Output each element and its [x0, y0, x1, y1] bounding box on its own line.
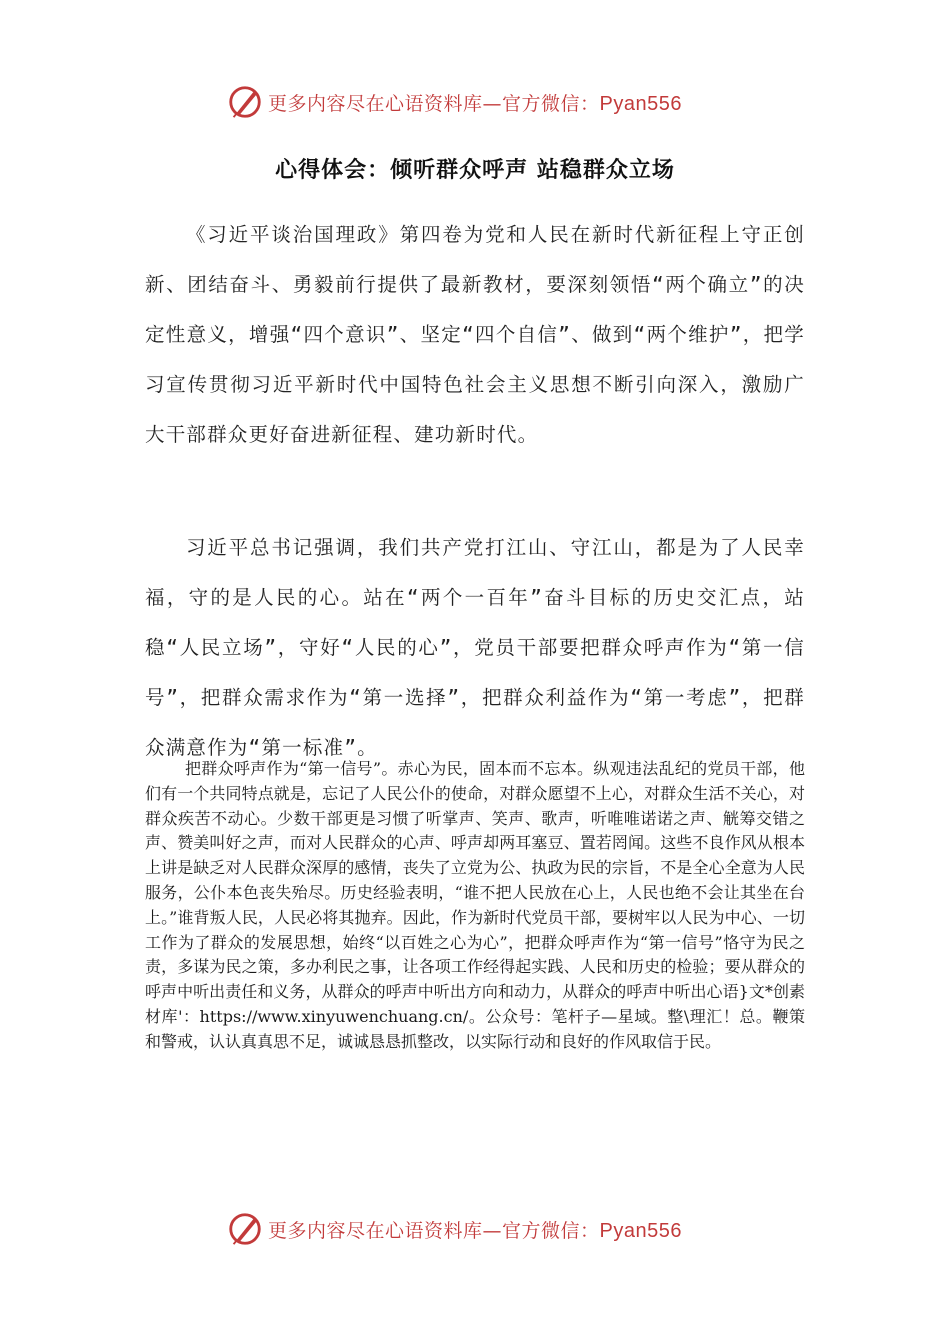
header-banner	[226, 82, 746, 122]
footer-banner	[226, 1209, 746, 1249]
wechat-id: Pyan556	[599, 92, 682, 115]
banner-text	[268, 1216, 682, 1243]
wechat-id: Pyan556	[599, 1219, 682, 1242]
quill-logo-icon	[226, 1210, 264, 1248]
banner-label: 更多内容尽在心语资料库—官方微信：	[268, 1219, 600, 1242]
document-title: 心得体会：倾听群众呼声 站稳群众立场	[275, 158, 675, 183]
paragraph-3: 把群众呼声作为“第一信号”。赤心为民，固本而不忘本。纵观违法乱纪的党员干部，他们有一个共同特点就是，忘记了人民公仆的使命，对群众愿望不上心，对群众生活不关心，对群众疾苦不动心。少数干部更是习惯了听掌声、笑声、歌声，听唯唯诺诺之声、觥筹交错之声、赞美叫好之声，而对人民群众的心声、呼声却两耳塞豆、置若罔闻。这些不良作风从根本上讲是缺乏对人民群众深厚的感情，丧失了立党为公、执政为民的宗旨，不是全心全意为人民服务，公仆本色丧失殆尽。历史经验表明，“谁不把人民放在心上，人民也绝不会让其坐在台上。”谁背叛人民，人民必将其抛弃。因此，作为新时代党员干部，要树牢以人民为中心、一切工作为了群众的发展思想，始终“以百姓之心为心”，把群众呼声作为“第一信号”恪守为民之责，多谋为民之策，多办利民之事，让各项工作经得起实践、人民和历史的检验；要从群众的呼声中听出责任和义务，从群众的呼声中听出方向和动力，从群众的呼声中听出心语}文*创素材库'：https://www.xinyuwenchuang.cn/。公众号：笔杆子—星域。整\理汇！总。鞭策和警戒，认认真真思不足，诚诚恳恳抓整改，以实际行动和良好的作风取信于民。	[145, 759, 805, 1051]
banner-label: 更多内容尽在心语资料库—官方微信：	[268, 92, 600, 115]
quill-logo-icon	[226, 83, 264, 121]
paragraph-2: 习近平总书记强调，我们共产党打江山、守江山，都是为了人民幸福，守的是人民的心。站在“两个一百年”奋斗目标的历史交汇点，站稳“人民立场”，守好“人民的心”，党员干部要把群众呼声作为“第一信号”，把群众需求作为“第一选择”，把群众利益作为“第一考虑”，把群众满意作为“第一标准”。	[145, 536, 805, 759]
banner-text	[268, 89, 682, 116]
paragraph-1: 《习近平谈治国理政》第四卷为党和人民在新时代新征程上守正创新、团结奋斗、勇毅前行提供了最新教材，要深刻领悟“两个确立”的决定性意义，增强“四个意识”、坚定“四个自信”、做到“两个维护”，把学习宣传贯彻习近平新时代中国特色社会主义思想不断引向深入，激励广大干部群众更好奋进新征程、建功新时代。	[145, 223, 805, 446]
